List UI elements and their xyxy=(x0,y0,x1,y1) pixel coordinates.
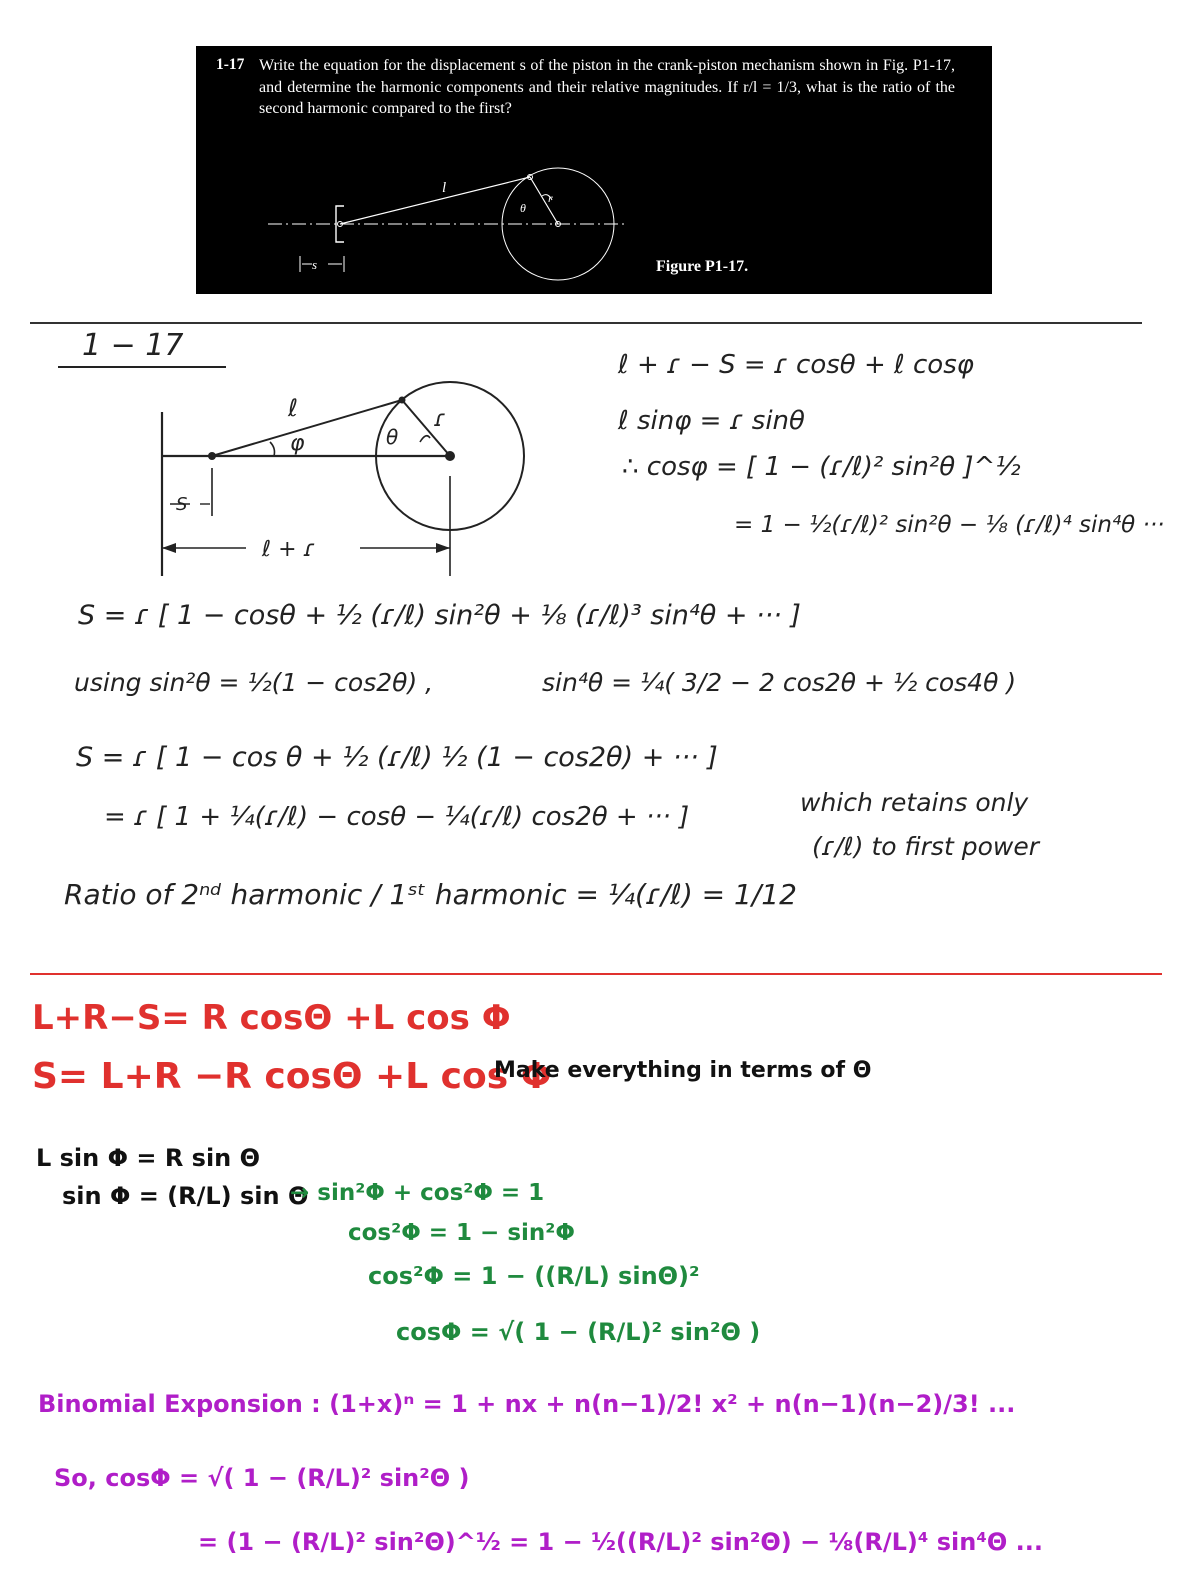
fig-label-theta: θ xyxy=(520,201,526,215)
eq-7: S = ɾ [ 1 − cos θ + ½ (ɾ/ℓ) ½ (1 − cos2θ) + ··· ] xyxy=(76,742,718,773)
note-first-power: (ɾ/ℓ) to first power xyxy=(812,832,1039,861)
eq-8: = ɾ [ 1 + ¼(ɾ/ℓ) − cosθ − ¼(ɾ/ℓ) cos2θ + ··· ] xyxy=(104,802,690,832)
problem-text: Write the equation for the displacement s of the piston in the crank-piston mechanism shown in Fig. P1-17, and determine the harmonic components and their relative magnitudes. If r/l = 1/3, what is the ratio of the second harmonic compared to the first? xyxy=(259,57,955,117)
eq-5: S = ɾ [ 1 − cosθ + ½ (ɾ/ℓ) sin²θ + ⅛ (ɾ/ℓ)³ sin⁴θ + ··· ] xyxy=(78,600,801,631)
green-eq-1: → sin²Φ + cos²Φ = 1 xyxy=(290,1180,545,1206)
figure-caption: Figure P1-17. xyxy=(656,258,749,275)
divider-red xyxy=(30,973,1162,975)
sol-label-l: ℓ xyxy=(288,394,298,422)
purple-eq-3: = (1 − (R/L)² sin²Θ)^½ = 1 − ½((R/L)² sin²Θ) − ⅛(R/L)⁴ sin⁴Θ ... xyxy=(198,1528,1043,1556)
sol-label-l-plus-r: ℓ + ɾ xyxy=(262,537,316,562)
purple-eq-2: So, cosΦ = √( 1 − (R/L)² sin²Θ ) xyxy=(54,1464,470,1492)
sol-label-phi: φ xyxy=(290,431,305,456)
eq-2: ℓ sinφ = ɾ sinθ xyxy=(618,406,805,436)
eq-3: ∴ cosφ = [ 1 − (ɾ/ℓ)² sin²θ ]^½ xyxy=(622,452,1021,482)
eq-1: ℓ + ɾ − S = ɾ cosθ + ℓ cosφ xyxy=(618,350,974,380)
black-eq-2: sin Φ = (R/L) sin Θ xyxy=(62,1182,309,1210)
red-eq-1: L+R−S= R cosΘ +L cos Φ xyxy=(32,998,511,1038)
sol-label-theta: θ xyxy=(386,425,399,449)
crank-arm xyxy=(530,177,558,224)
divider-black xyxy=(30,322,1142,324)
heading-underline xyxy=(58,366,226,368)
red-eq-2-note: Make everything in terms of Θ xyxy=(494,1058,872,1083)
figure-p1-17 xyxy=(196,46,992,294)
fig-label-s: s xyxy=(312,257,318,272)
eq-4: = 1 − ½(ɾ/ℓ)² sin²θ − ⅛ (ɾ/ℓ)⁴ sin⁴θ ··· xyxy=(734,512,1165,538)
solution-heading: 1 − 17 xyxy=(82,328,184,363)
eq-6a: using sin²θ = ½(1 − cos2θ) , xyxy=(74,668,434,697)
connecting-rod xyxy=(340,177,530,224)
solution-diagram xyxy=(150,380,540,580)
green-eq-4: cosΦ = √( 1 − (R/L)² sin²Θ ) xyxy=(396,1318,761,1346)
purple-eq-1: Binomial Exponsion : (1+x)ⁿ = 1 + nx + n(n−1)/2! x² + n(n−1)(n−2)/3! ... xyxy=(38,1390,1016,1418)
problem-statement-box xyxy=(196,46,992,294)
fig-label-l: l xyxy=(442,180,447,196)
fig-label-r: r xyxy=(548,191,553,205)
sol-label-r: ɾ xyxy=(434,407,446,432)
eq-6b: sin⁴θ = ¼( 3/2 − 2 cos2θ + ½ cos4θ ) xyxy=(542,668,1017,697)
note-retains: which retains only xyxy=(800,788,1029,817)
black-eq-1: L sin Φ = R sin Θ xyxy=(36,1144,261,1172)
green-eq-3: cos²Φ = 1 − ((R/L) sinΘ)² xyxy=(368,1262,700,1290)
red-eq-2: S= L+R −R cosΘ +L cos Φ xyxy=(32,1056,552,1097)
problem-number: 1-17 xyxy=(216,56,245,73)
ratio-result: Ratio of 2ⁿᵈ harmonic / 1ˢᵗ harmonic = ¼(ɾ/ℓ) = 1/12 xyxy=(64,878,797,911)
green-eq-2: cos²Φ = 1 − sin²Φ xyxy=(348,1220,575,1246)
sol-label-s: S xyxy=(176,494,188,515)
